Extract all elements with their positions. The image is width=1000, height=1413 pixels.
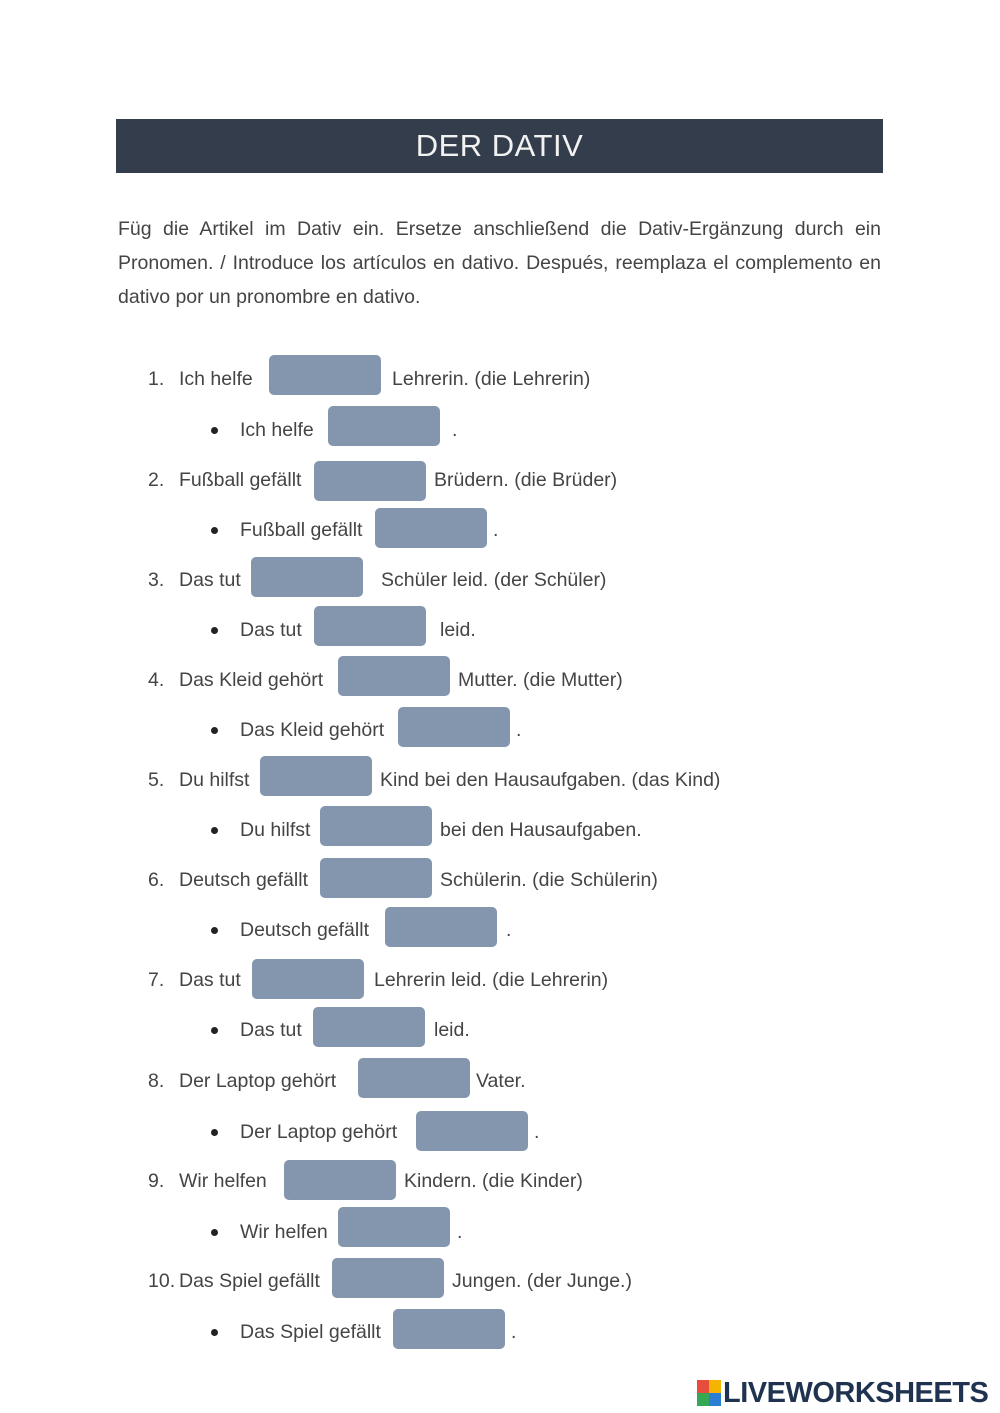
sentence-end: leid. — [434, 1018, 470, 1041]
answer-gap[interactable] — [375, 508, 487, 548]
item-number: 8. — [148, 1069, 165, 1092]
answer-gap[interactable] — [314, 461, 426, 501]
answer-gap[interactable] — [332, 1258, 444, 1298]
sentence-end: . — [457, 1220, 463, 1243]
sentence-start: Du hilfst — [179, 768, 250, 791]
item-number: 7. — [148, 968, 165, 991]
sentence-end: . — [493, 518, 499, 541]
answer-gap[interactable] — [260, 756, 372, 796]
sentence-start: Das Kleid gehört — [240, 718, 385, 741]
sentence-end: Lehrerin. (die Lehrerin) — [392, 367, 591, 390]
sentence-start: Das tut — [179, 568, 241, 591]
bullet-icon — [211, 827, 218, 834]
item-number: 2. — [148, 468, 165, 491]
sentence-start: Ich helfe — [240, 418, 314, 441]
item-number: 10. — [148, 1269, 176, 1292]
answer-gap[interactable] — [358, 1058, 470, 1098]
item-number: 9. — [148, 1169, 165, 1192]
answer-gap[interactable] — [252, 959, 364, 999]
sentence-end: . — [452, 418, 458, 441]
sentence-start: Ich helfe — [179, 367, 253, 390]
sentence-end: Brüdern. (die Brüder) — [434, 468, 618, 491]
logo-text: LIVEWORKSHEETS — [723, 1376, 989, 1409]
sentence-start: Fußball gefällt — [240, 518, 363, 541]
bullet-icon — [211, 1229, 218, 1236]
sentence-start: Das Spiel gefällt — [240, 1320, 381, 1343]
logo-mark-icon — [697, 1380, 721, 1406]
sentence-end: Lehrerin leid. (die Lehrerin) — [374, 968, 609, 991]
answer-gap[interactable] — [320, 858, 432, 898]
sentence-end: . — [516, 718, 522, 741]
instructions-text: Füg die Artikel im Dativ ein. Ersetze anschließend die Dativ-Ergänzung durch ein Pronomen. / Introduce los artículos en dativo. Después, reemplaza el complemento en dativo por un pronombre en dativo. — [118, 218, 881, 308]
sentence-end: . — [534, 1120, 540, 1143]
answer-gap[interactable] — [416, 1111, 528, 1151]
answer-gap[interactable] — [393, 1309, 505, 1349]
sentence-end: Mutter. (die Mutter) — [458, 668, 623, 691]
answer-gap[interactable] — [251, 557, 363, 597]
sentence-start: Fußball gefällt — [179, 468, 302, 491]
sentence-start: Das Spiel gefällt — [179, 1269, 320, 1292]
sentence-end: Kind bei den Hausaufgaben. (das Kind) — [380, 768, 721, 791]
sentence-end: Schülerin. (die Schülerin) — [440, 868, 658, 891]
worksheet-title: DER DATIV — [116, 119, 883, 173]
answer-gap[interactable] — [385, 907, 497, 947]
answer-gap[interactable] — [320, 806, 432, 846]
sentence-start: Wir helfen — [179, 1169, 267, 1192]
sentence-start: Wir helfen — [240, 1220, 328, 1243]
sentence-start: Du hilfst — [240, 818, 311, 841]
answer-gap[interactable] — [398, 707, 510, 747]
sentence-end: Vater. — [476, 1069, 526, 1092]
bullet-icon — [211, 1329, 218, 1336]
liveworksheets-logo — [697, 1376, 988, 1410]
sentence-start: Das Kleid gehört — [179, 668, 324, 691]
sentence-end: Kindern. (die Kinder) — [404, 1169, 583, 1192]
answer-gap[interactable] — [314, 606, 426, 646]
bullet-icon — [211, 1129, 218, 1136]
sentence-start: Der Laptop gehört — [179, 1069, 337, 1092]
answer-gap[interactable] — [269, 355, 381, 395]
bullet-icon — [211, 427, 218, 434]
sentence-end: Schüler leid. (der Schüler) — [381, 568, 607, 591]
answer-gap[interactable] — [328, 406, 440, 446]
item-number: 5. — [148, 768, 165, 791]
sentence-end: bei den Hausaufgaben. — [440, 818, 642, 841]
answer-gap[interactable] — [338, 1207, 450, 1247]
sentence-start: Das tut — [179, 968, 241, 991]
sentence-start: Der Laptop gehört — [240, 1120, 398, 1143]
item-number: 6. — [148, 868, 165, 891]
sentence-end: Jungen. (der Junge.) — [452, 1269, 632, 1292]
bullet-icon — [211, 727, 218, 734]
answer-gap[interactable] — [313, 1007, 425, 1047]
bullet-icon — [211, 627, 218, 634]
item-number: 3. — [148, 568, 165, 591]
sentence-start: Das tut — [240, 1018, 302, 1041]
sentence-end: leid. — [440, 618, 476, 641]
sentence-end: . — [511, 1320, 517, 1343]
sentence-end: . — [506, 918, 512, 941]
sentence-start: Deutsch gefällt — [240, 918, 369, 941]
sentence-start: Deutsch gefällt — [179, 868, 308, 891]
sentence-start: Das tut — [240, 618, 302, 641]
item-number: 4. — [148, 668, 165, 691]
bullet-icon — [211, 1027, 218, 1034]
bullet-icon — [211, 927, 218, 934]
item-number: 1. — [148, 367, 165, 390]
bullet-icon — [211, 527, 218, 534]
answer-gap[interactable] — [284, 1160, 396, 1200]
answer-gap[interactable] — [338, 656, 450, 696]
